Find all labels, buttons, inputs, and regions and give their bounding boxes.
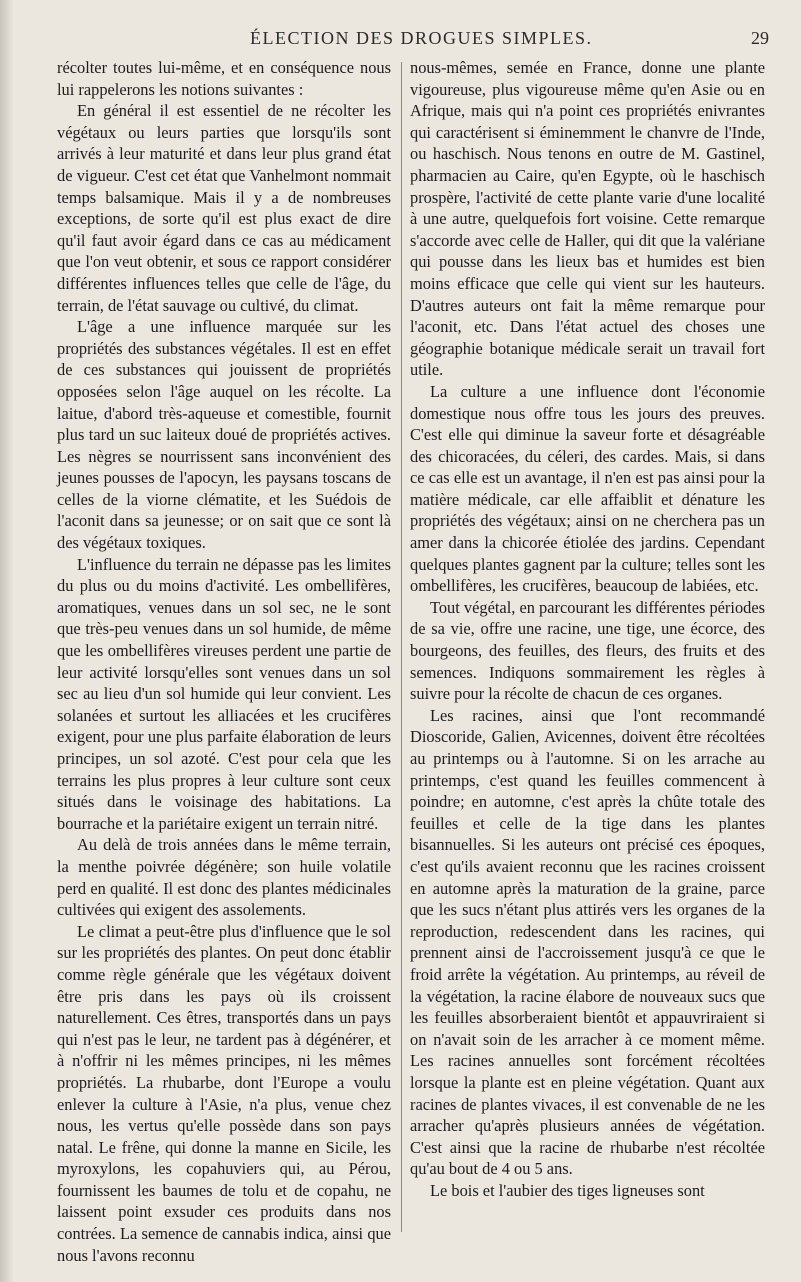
paragraph-age: L'âge a une influence marquée sur les propriétés des substances végétales. Il est en effet de ces substances qui jouissent de propriétés opposées selon l'âge auquel on les récolte. La laitue, d'abord très-aqueuse et comestible, fournit plus tard un suc laiteux doué de propriétés actives. Les nègres se nourrissent sans inconvénient des jeunes pousses de l'apocyn, les paysans toscans de celles de la viorne clématite, et les Suédois de l'aconit dans sa jeunesse; or on sait que ce sont là des végétaux toxiques. (57, 317, 391, 553)
page-gutter-shadow (0, 0, 14, 1282)
paragraph-climate-continued: nous-mêmes, semée en France, donne une plante vigoureuse, plus vigoureuse même qu'en Asie ou en Afrique, mais qui n'a point ces propriétés enivrantes qui caractérisent si éminemment le chanvre de l'Inde, ou haschisch. Nous tenons en outre de M. Gastinel, pharmacien au Caire, qu'en Egypte, où le haschisch prospère, l'activité de cette plante varie d'une localité à une autre, quelquefois fort voisine. Cette remarque s'accorde avec celle de Haller, qui dit que la valériane qui pousse dans les lieux bas et humides est bien moins efficace que celle qui vient sur les hauteurs. D'autres auteurs ont fait la même remarque pour l'aconit, etc. Dans l'état actuel des choses une géographie botanique médicale serait un travail fort utile. (410, 58, 765, 380)
paragraph-general-rule: En général il est essentiel de ne récolter les végétaux ou leurs parties que lorsqu'ils sont arrivés à leur maturité et dans leur plus grand état de vigueur. C'est cet état que Vanhelmont nommait temps balsamique. Mais il y a de nombreuses exceptions, de sorte qu'il est plus exact de dire qu'il faut avoir égard dans ce cas au médicament que l'on veut obtenir, et sous ce rapport considérer différentes influences telles que celle de l'âge, du terrain, de l'état sauvage ou cultivé, du climat. (57, 101, 391, 315)
right-column (410, 57, 765, 1201)
running-head (0, 28, 801, 52)
running-title: ÉLECTION DES DROGUES SIMPLES. (250, 28, 593, 48)
left-column (57, 57, 391, 1266)
paragraph-soil-rotation: Au delà de trois années dans le même terrain, la menthe poivrée dégénère; son huile volatile perd en qualité. Il est donc des plantes médicinales cultivées qui exigent des assolements. (57, 835, 391, 920)
paragraph-culture: La culture a une influence dont l'économie domestique nous offre tous les jours des preuves. C'est elle qui diminue la saveur forte et désagréable des chicoracées, du céleri, des cardes. Mais, si dans ce cas elle est un avantage, il n'en est pas ainsi pour la matière médicale, car elle affaiblit et dénature les propriétés des végétaux; ainsi on ne cherchera pas un amer dans la chicorée étiolée des jardins. Cependant quelques plantes gagnent par la culture; telles sont les ombellifères, les crucifères, beaucoup de labiées, etc. (410, 381, 765, 596)
paragraph-plant-organs: Tout végétal, en parcourant les différentes périodes de sa vie, offre une racine, une tige, une écorce, des bourgeons, des feuilles, des fleurs, des fruits et des semences. Indiquons sommairement les règles à suivre pour la récolte de chacun de ces organes. (410, 597, 765, 704)
page-number: 29 (751, 28, 769, 48)
column-divider (401, 62, 402, 1232)
paragraph-climate: Le climat a peut-être plus d'influence que le sol sur les propriétés des plantes. On peut donc établir comme règle générale que les végétaux doivent être pris dans les pays où ils croissent naturellement. Ces êtres, transportés dans un pays qui n'est pas le leur, ne tardent pas à dégénérer, et à n'offrir ni les mêmes principes, ni les mêmes propriétés. La rhubarbe, dont l'Europe a voulu enlever la culture à l'Asie, n'a plus, venue chez nous, les vertus qu'elle possède dans son pays natal. Le frêne, qui donne la manne en Sicile, les myroxylons, les copahuviers qui, au Pérou, fournissent les baumes de tolu et de copahu, ne laissent point exsuder ces produits dans nos contrées. La semence de cannabis indica, ainsi que nous l'avons reconnu (57, 921, 391, 1265)
paragraph-wood: Le bois et l'aubier des tiges ligneuses sont (430, 1180, 705, 1200)
paragraph-continued: récolter toutes lui-même, et en conséquence nous lui rappelerons les notions suivantes : (57, 58, 391, 99)
paragraph-terrain: L'influence du terrain ne dépasse pas les limites du plus ou du moins d'activité. Les ombellifères, aromatiques, venues dans un sol sec, ne le sont que très-peu venues dans un sol humide, de même que les ombellifères vireuses perdent une partie de leur activité lorsqu'elles sont venues dans un sol sec au lieu d'un sol humide qui leur convient. Les solanées et surtout les alliacées et les crucifères exigent, pour une plus parfaite élaboration de leurs principes, un sol azoté. C'est pour cela que les terrains les plus propres à leur culture sont ceux situés dans le voisinage des habitations. La bourrache et la pariétaire exigent un terrain nitré. (57, 554, 391, 833)
paragraph-roots: Les racines, ainsi que l'ont recommandé Dioscoride, Galien, Avicennes, doivent être récoltées au printemps ou à l'automne. Si on les arrache au printemps, c'est quand les feuilles commencent à poindre; en automne, c'est après la chûte totale des feuilles et celle de la tige dans les plantes bisannuelles. Si les auteurs ont précisé ces époques, c'est qu'ils avaient reconnu que les racines croissent en automne après la maturation de la graine, parce que les sucs n'étant plus attirés vers les organes de la reproduction, redescendent dans les racines, qui prennent ainsi de l'accroissement jusqu'à ce que le froid arrête la végétation. Au printemps, au réveil de la végétation, la racine élabore de nouveaux sucs que les feuilles absorberaient bientôt et appauvriraient si on n'avait soin de les arracher à ce moment même. Les racines annuelles sont forcément récoltées lorsque la plante est en pleine végétation. Quant aux racines de plantes vivaces, il est convenable de ne les arracher qu'après plusieurs années de végétation. C'est ainsi que la racine de rhubarbe n'est récoltée qu'au bout de 4 ou 5 ans. (410, 705, 765, 1179)
